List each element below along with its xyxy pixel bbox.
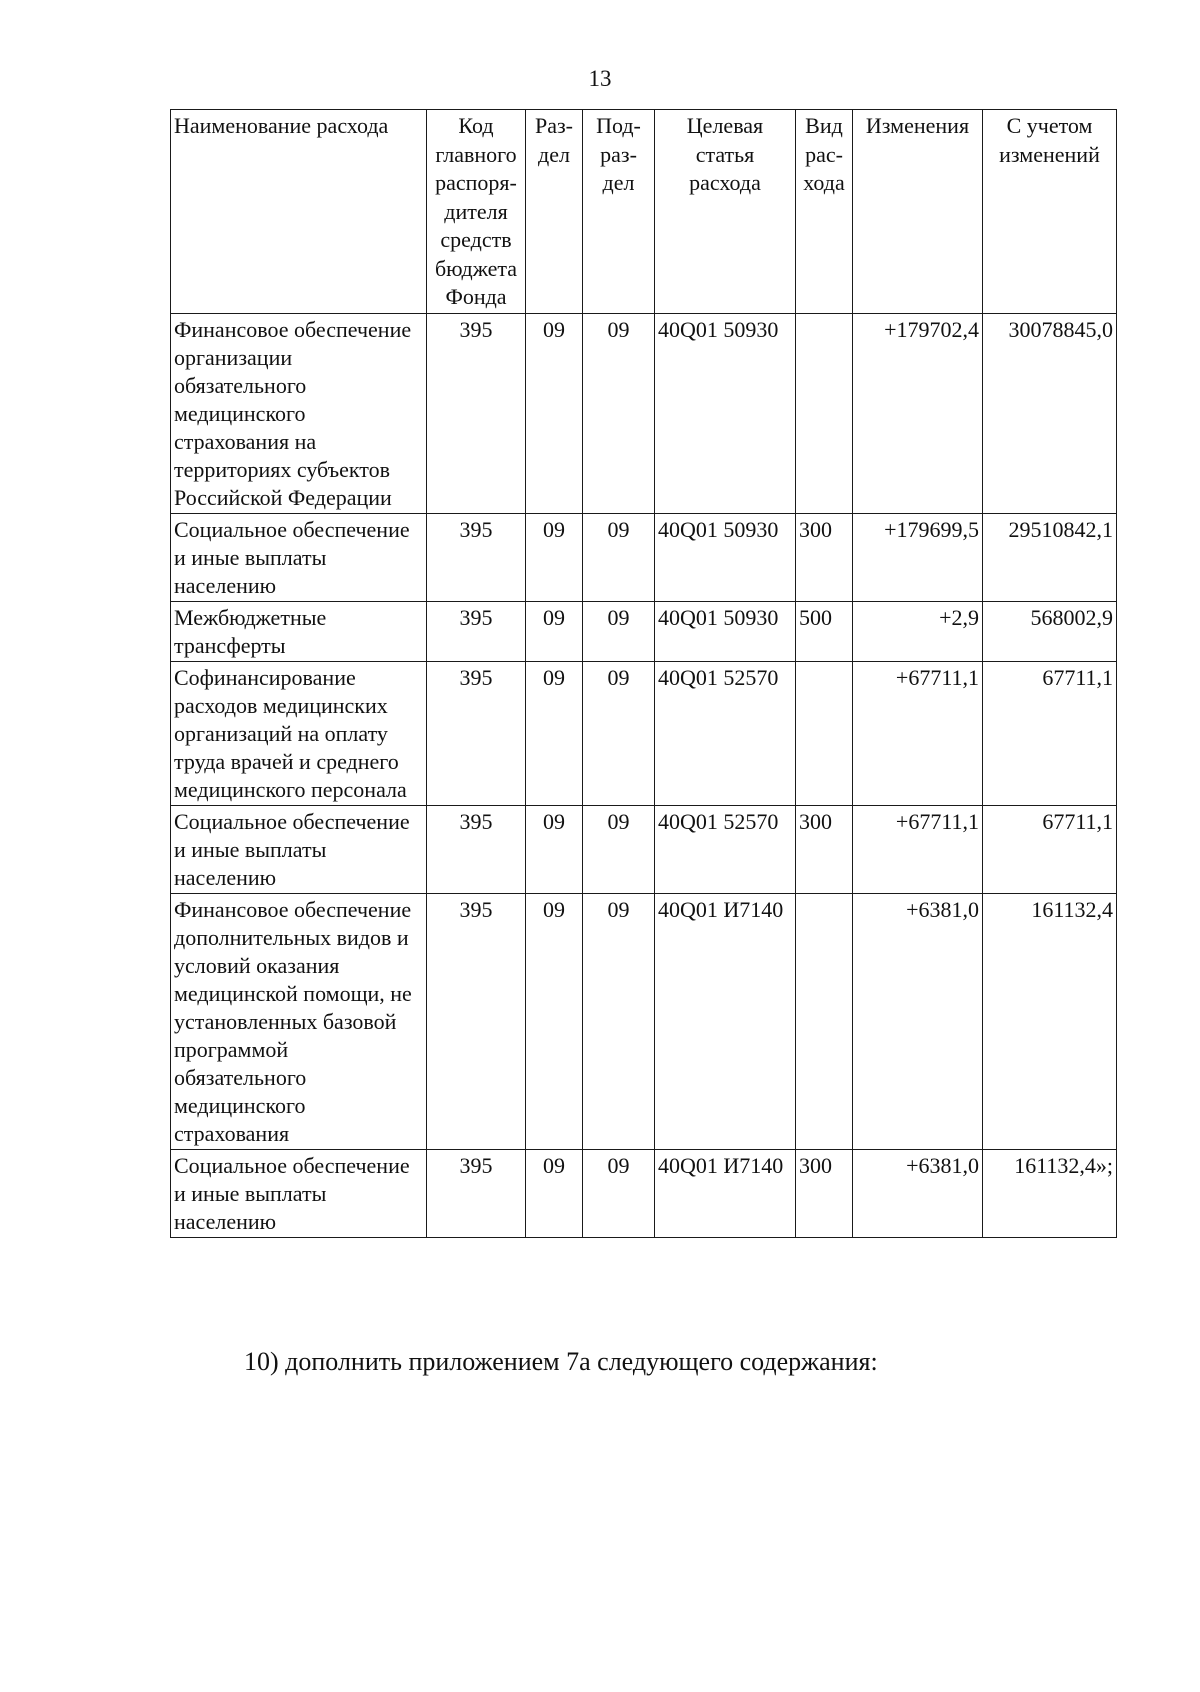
row-target: 40Q01 И7140 — [655, 893, 796, 1149]
row-code: 395 — [427, 893, 526, 1149]
header-code: Код главного распоря-дителя средств бюджета Фонда — [427, 110, 526, 314]
table-row — [171, 1149, 1117, 1237]
row-total: 67711,1 — [983, 805, 1117, 893]
row-code: 395 — [427, 805, 526, 893]
row-type — [796, 661, 853, 805]
row-section: 09 — [526, 1149, 583, 1237]
row-changes: +179699,5 — [853, 513, 983, 601]
row-total: 161132,4 — [983, 893, 1117, 1149]
row-code: 395 — [427, 1149, 526, 1237]
row-type: 300 — [796, 1149, 853, 1237]
table-row — [171, 601, 1117, 661]
row-subsection: 09 — [583, 893, 655, 1149]
row-subsection: 09 — [583, 805, 655, 893]
row-total: 161132,4»; — [983, 1149, 1117, 1237]
expense-table — [170, 109, 1117, 1238]
table-row — [171, 313, 1117, 513]
row-target: 40Q01 И7140 — [655, 1149, 796, 1237]
row-type — [796, 313, 853, 513]
row-subsection: 09 — [583, 661, 655, 805]
row-section: 09 — [526, 661, 583, 805]
row-name: Софинансирование расходов медицинских организаций на оплату труда врачей и среднего медицинского персонала — [171, 661, 427, 805]
row-subsection: 09 — [583, 601, 655, 661]
table-row — [171, 661, 1117, 805]
header-changes: Изменения — [853, 110, 983, 314]
row-code: 395 — [427, 313, 526, 513]
footer-instruction: 10) дополнить приложением 7а следующего содержания: — [244, 1347, 878, 1376]
header-subsection: Под-раз-дел — [583, 110, 655, 314]
header-type: Вид рас-хода — [796, 110, 853, 314]
row-changes: +6381,0 — [853, 1149, 983, 1237]
row-total: 29510842,1 — [983, 513, 1117, 601]
row-target: 40Q01 52570 — [655, 805, 796, 893]
table-row — [171, 513, 1117, 601]
row-changes: +67711,1 — [853, 805, 983, 893]
row-name: Социальное обеспечение и иные выплаты населению — [171, 805, 427, 893]
row-name: Финансовое обеспечение организации обязательного медицинского страхования на территориях субъектов Российской Федерации — [171, 313, 427, 513]
row-changes: +2,9 — [853, 601, 983, 661]
table-row — [171, 893, 1117, 1149]
row-target: 40Q01 50930 — [655, 601, 796, 661]
row-subsection: 09 — [583, 513, 655, 601]
row-code: 395 — [427, 661, 526, 805]
row-target: 40Q01 50930 — [655, 313, 796, 513]
row-subsection: 09 — [583, 1149, 655, 1237]
row-section: 09 — [526, 601, 583, 661]
row-code: 395 — [427, 513, 526, 601]
row-target: 40Q01 50930 — [655, 513, 796, 601]
row-name: Социальное обеспечение и иные выплаты населению — [171, 513, 427, 601]
row-section: 09 — [526, 313, 583, 513]
header-section: Раз-дел — [526, 110, 583, 314]
header-total: С учетом изменений — [983, 110, 1117, 314]
table-row — [171, 805, 1117, 893]
row-changes: +6381,0 — [853, 893, 983, 1149]
header-name: Наименование расхода — [171, 110, 427, 314]
row-target: 40Q01 52570 — [655, 661, 796, 805]
row-code: 395 — [427, 601, 526, 661]
row-name: Финансовое обеспечение дополнительных видов и условий оказания медицинской помощи, не установленных базовой программой обязательного медицинского страхования — [171, 893, 427, 1149]
header-target: Целевая статья расхода — [655, 110, 796, 314]
row-changes: +179702,4 — [853, 313, 983, 513]
row-section: 09 — [526, 893, 583, 1149]
row-total: 568002,9 — [983, 601, 1117, 661]
row-changes: +67711,1 — [853, 661, 983, 805]
row-total: 67711,1 — [983, 661, 1117, 805]
row-type — [796, 893, 853, 1149]
row-type: 300 — [796, 513, 853, 601]
row-name: Социальное обеспечение и иные выплаты населению — [171, 1149, 427, 1237]
row-type: 500 — [796, 601, 853, 661]
row-subsection: 09 — [583, 313, 655, 513]
table-header-row — [171, 110, 1117, 314]
row-type: 300 — [796, 805, 853, 893]
row-section: 09 — [526, 805, 583, 893]
row-name: Межбюджетные трансферты — [171, 601, 427, 661]
row-total: 30078845,0 — [983, 313, 1117, 513]
row-section: 09 — [526, 513, 583, 601]
page-number: 13 — [588, 66, 612, 91]
